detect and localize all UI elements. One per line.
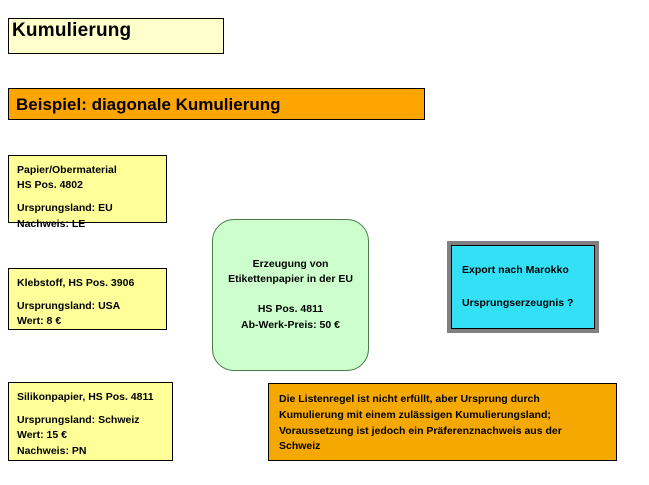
note-box: Die Listenregel ist nicht erfüllt, aber Ursprung durch Kumulierung mit einem zulässigen Kumulierungsland; Voraussetzung ist jedoch ein Präferenznachweis aus der Schweiz: [268, 383, 617, 461]
material-silicon-line1: Silikonpapier, HS Pos. 4811: [17, 391, 154, 403]
material-box-silicon-paper: [8, 382, 173, 461]
export-line1: Export nach Marokko: [462, 264, 569, 277]
material-glue-line3: Ursprungsland: USA: [17, 300, 121, 313]
material-glue-line1: Klebstoff, HS Pos. 3906: [17, 277, 135, 289]
export-question: Ursprungserzeugnis ?: [462, 297, 574, 309]
material-box-paper: [8, 155, 167, 230]
material-paper-line4: Nachweis: LE: [17, 217, 86, 230]
spacer: [17, 193, 158, 201]
subtitle-label: Beispiel: diagonale Kumulierung: [16, 95, 281, 114]
production-box: [212, 219, 369, 371]
material-box-glue: [8, 268, 167, 330]
export-box: [447, 241, 599, 333]
material-glue-line4: Wert: 8 €: [17, 315, 62, 328]
material-paper-line2: HS Pos. 4802: [17, 179, 83, 192]
material-silicon-line5: Nachweis: PN: [17, 444, 87, 457]
production-line3: HS Pos. 4811: [257, 303, 324, 315]
spacer: [17, 405, 164, 413]
page-title: Kumulierung: [12, 20, 132, 41]
material-paper-line3: Ursprungsland: EU: [17, 202, 113, 215]
material-silicon-line3: Ursprungsland: Schweiz: [17, 414, 140, 427]
export-box-inner: [451, 245, 595, 329]
spacer: [17, 291, 158, 299]
material-silicon-line4: Wert: 15 €: [17, 429, 67, 442]
production-line1: Erzeugung von: [252, 257, 329, 270]
material-paper-line1: Papier/Obermaterial: [17, 164, 117, 176]
production-line2: Etikettenpapier in der EU: [228, 273, 353, 286]
production-line4: Ab-Werk-Preis: 50 €: [240, 318, 340, 331]
